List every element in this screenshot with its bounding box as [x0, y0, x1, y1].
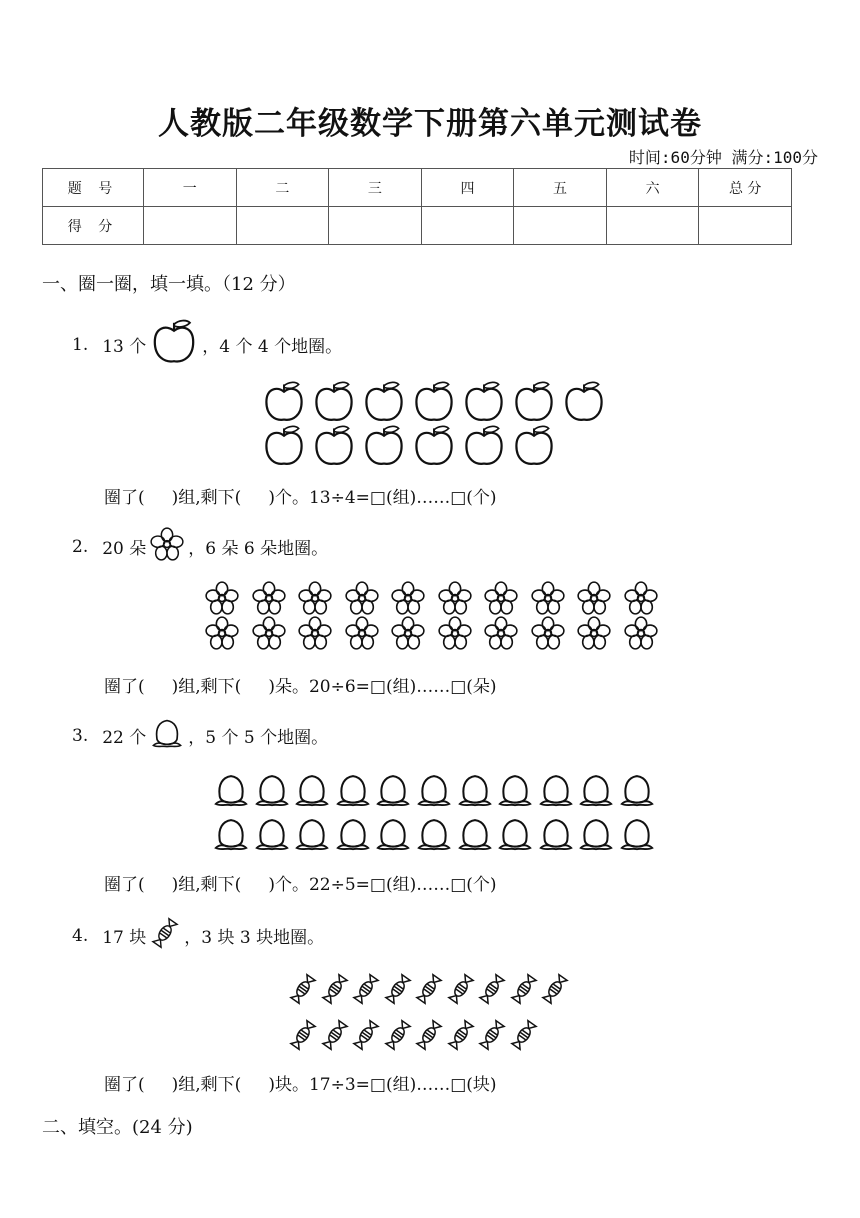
- score-header-cell: 三: [329, 169, 422, 207]
- peach-icon: [496, 812, 537, 856]
- flower-icon: [484, 580, 531, 615]
- score-header-cell: 六: [606, 169, 699, 207]
- question-4: [72, 915, 324, 956]
- score-table-header-row: [43, 169, 792, 207]
- apple-icon: [312, 424, 362, 468]
- flower-icon: [624, 580, 671, 615]
- apple-row-2: [262, 424, 562, 468]
- candy-row-1: [288, 966, 572, 1012]
- flower-icon: [205, 615, 252, 650]
- apple-icon: [462, 424, 512, 468]
- candy-icon: [351, 1012, 383, 1058]
- candy-icon: [509, 966, 541, 1012]
- flower-icon: [531, 615, 578, 650]
- candy-icon: [446, 1012, 478, 1058]
- score-input-cell[interactable]: [144, 207, 237, 245]
- flower-row-1: [205, 580, 670, 615]
- peach-icon: [253, 768, 294, 812]
- answer-line-3: 圈了( )组,剩下( )个。22÷5=□(组)……□(个): [104, 875, 497, 895]
- flower-row-2: [205, 615, 670, 650]
- apple-icon: [412, 380, 462, 424]
- question-number: 3.: [72, 725, 89, 746]
- apple-icon: [412, 424, 462, 468]
- answer-line-4: 圈了( )组,剩下( )块。17÷3=□(组)……□(块): [104, 1075, 497, 1095]
- score-input-cell[interactable]: [421, 207, 514, 245]
- score-input-cell[interactable]: [329, 207, 422, 245]
- question-number: 1.: [72, 334, 89, 355]
- peach-icon: [537, 768, 578, 812]
- score-input-cell[interactable]: [606, 207, 699, 245]
- apple-icon: [362, 380, 412, 424]
- question-count: 13 个: [102, 337, 147, 357]
- flower-icon: [391, 580, 438, 615]
- flower-icon: [484, 615, 531, 650]
- question-instruction: ，6 朵 6 朵地圈。: [188, 539, 329, 559]
- candy-icon: [288, 966, 320, 1012]
- answer-line-1: 圈了( )组,剩下( )个。13÷4=□(组)……□(个): [104, 488, 497, 508]
- candy-icon: [150, 915, 180, 956]
- peach-icon: [253, 812, 294, 856]
- apple-icon: [562, 380, 612, 424]
- candy-icon: [509, 1012, 541, 1058]
- candy-icon: [288, 1012, 320, 1058]
- score-header-cell: 五: [514, 169, 607, 207]
- flower-icon: [391, 615, 438, 650]
- flower-icon: [345, 580, 392, 615]
- score-input-cell[interactable]: [236, 207, 329, 245]
- flower-icon: [577, 615, 624, 650]
- candy-row-2: [288, 1012, 540, 1058]
- peach-icon: [537, 812, 578, 856]
- score-input-cell[interactable]: [699, 207, 792, 245]
- question-count: 22 个: [102, 728, 147, 748]
- peach-icon: [456, 768, 497, 812]
- question-count: 20 朵: [102, 539, 147, 559]
- candy-icon: [320, 966, 352, 1012]
- peach-icon: [415, 768, 456, 812]
- apple-icon: [262, 424, 312, 468]
- question-3: [72, 716, 328, 755]
- question-instruction: ，5 个 5 个地圈。: [188, 728, 329, 748]
- question-count: 17 块: [102, 928, 147, 948]
- candy-icon: [446, 966, 478, 1012]
- apple-icon: [262, 380, 312, 424]
- candy-icon: [477, 1012, 509, 1058]
- apple-icon: [362, 424, 412, 468]
- score-header-cell: 一: [144, 169, 237, 207]
- flower-icon: [205, 580, 252, 615]
- answer-line-2: 圈了( )组,剩下( )朵。20÷6=□(组)……□(朵): [104, 677, 497, 697]
- score-input-cell[interactable]: [514, 207, 607, 245]
- flower-icon: [438, 615, 485, 650]
- peach-row-2: [212, 812, 659, 856]
- flower-icon: [577, 580, 624, 615]
- peach-icon: [577, 768, 618, 812]
- question-instruction: ，3 块 3 块地圈。: [184, 928, 325, 948]
- flower-icon: [531, 580, 578, 615]
- peach-icon: [456, 812, 497, 856]
- peach-icon: [212, 768, 253, 812]
- candy-icon: [351, 966, 383, 1012]
- flower-icon: [252, 615, 299, 650]
- flower-icon: [298, 615, 345, 650]
- apple-icon: [512, 424, 562, 468]
- question-number: 4.: [72, 925, 89, 946]
- peach-icon: [415, 812, 456, 856]
- peach-row-1: [212, 768, 659, 812]
- peach-icon: [293, 812, 334, 856]
- flower-icon: [345, 615, 392, 650]
- peach-icon: [334, 768, 375, 812]
- candy-icon: [383, 1012, 415, 1058]
- peach-icon: [212, 812, 253, 856]
- question-2: [72, 527, 328, 566]
- peach-icon: [293, 768, 334, 812]
- apple-row-1: [262, 380, 612, 424]
- apple-icon: [150, 318, 198, 371]
- question-number: 2.: [72, 536, 89, 557]
- flower-icon: [298, 580, 345, 615]
- question-instruction: ，4 个 4 个地圈。: [202, 337, 343, 357]
- score-header-cell: 总 分: [699, 169, 792, 207]
- apple-icon: [312, 380, 362, 424]
- section-1-heading: 一、圈一圈，填一填。（12 分）: [42, 274, 296, 295]
- candy-icon: [540, 966, 572, 1012]
- score-header-cell: 四: [421, 169, 514, 207]
- score-header-cell: 题 号: [43, 169, 144, 207]
- flower-icon: [438, 580, 485, 615]
- candy-icon: [320, 1012, 352, 1058]
- candy-icon: [414, 1012, 446, 1058]
- candy-icon: [414, 966, 446, 1012]
- peach-icon: [496, 768, 537, 812]
- score-table-score-row: [43, 207, 792, 245]
- section-2-heading: 二、填空。(24 分): [42, 1117, 193, 1138]
- score-row-label: 得 分: [43, 207, 144, 245]
- score-table: [42, 168, 792, 245]
- peach-icon: [374, 812, 415, 856]
- apple-icon: [512, 380, 562, 424]
- peach-icon: [577, 812, 618, 856]
- flower-icon: [150, 527, 184, 566]
- peach-icon: [374, 768, 415, 812]
- apple-icon: [462, 380, 512, 424]
- flower-icon: [252, 580, 299, 615]
- time-score-info: 时间:60分钟 满分:100分: [628, 148, 818, 167]
- question-1: [72, 318, 342, 371]
- candy-icon: [383, 966, 415, 1012]
- peach-icon: [618, 768, 659, 812]
- peach-icon: [618, 812, 659, 856]
- flower-icon: [624, 615, 671, 650]
- page-title: 人教版二年级数学下册第六单元测试卷: [158, 106, 702, 142]
- peach-icon: [334, 812, 375, 856]
- score-header-cell: 二: [236, 169, 329, 207]
- candy-icon: [477, 966, 509, 1012]
- peach-icon: [150, 716, 184, 755]
